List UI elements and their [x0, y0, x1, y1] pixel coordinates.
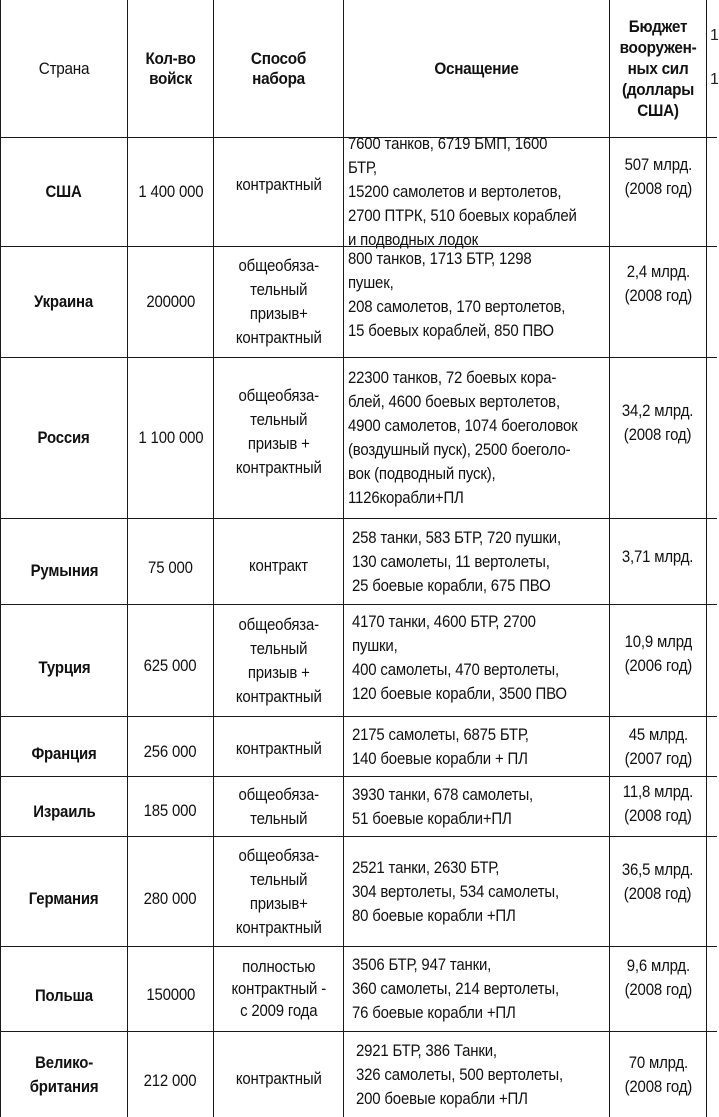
cell-country: Велико- британия: [29, 1052, 99, 1096]
cell-equipment: 4170 танки, 4600 БТР, 2700 пушки, 400 самолеты, 470 вертолеты, 120 боевые корабли, 3500 ПВО: [352, 611, 567, 703]
cell-equipment: 2521 танки, 2630 БТР, 304 вертолеты, 534 самолеты, 80 боевые корабли +ПЛ: [352, 857, 559, 925]
header-country: Страна: [38, 58, 90, 78]
cell-country: Германия: [29, 888, 99, 908]
cell-budget: 70 млрд. (2008 год): [624, 1052, 692, 1096]
cell-method: контрактный: [235, 1068, 322, 1088]
header-troops: Кол-во войск: [145, 48, 196, 88]
header-method: Способ набора: [250, 48, 307, 88]
cell-troops: 200000: [146, 292, 195, 311]
cell-method: общеобяза- тельный призыв + контрактный: [235, 614, 322, 706]
cell-method: полностью контрактный - с 2009 года: [231, 957, 326, 1020]
cell-troops: 212 000: [144, 1070, 197, 1090]
cell-country: Израиль: [32, 801, 96, 821]
cell-budget: 45 млрд. (2007 год): [624, 724, 692, 768]
cell-method: общеобяза- тельный призыв+ контрактный: [235, 256, 322, 347]
cell-troops: 1 400 000: [138, 182, 203, 201]
cell-troops: 75 000: [148, 557, 193, 577]
cell-budget: 34,2 млрд. (2008 год): [622, 401, 694, 444]
cell-method: контрактный: [235, 738, 322, 758]
cell-country: Турция: [38, 657, 90, 677]
cell-equipment: 3506 БТР, 947 танки, 360 самолеты, 214 вертолеты, 76 боевые корабли +ПЛ: [352, 955, 559, 1022]
cell-method: общеобяза- тельный призыв + контрактный: [235, 386, 322, 477]
cell-equipment: 800 танков, 1713 БТР, 1298 пушек, 208 самолетов, 170 вертолетов, 15 боевых кораблей, 850 ПВО: [348, 249, 566, 340]
cell-method: контракт: [249, 555, 308, 575]
cell-method: общеобяза- тельный призыв+ контрактный: [235, 845, 322, 937]
cell-troops: 280 000: [144, 888, 197, 908]
clipped-column-text: 1 1: [710, 27, 719, 88]
cell-equipment: 2175 самолеты, 6875 БТР, 140 боевые корабли + ПЛ: [352, 724, 529, 768]
cell-troops: 625 000: [144, 655, 197, 675]
header-budget: Бюджет вооружен- ных сил (доллары США): [619, 17, 697, 120]
cell-equipment: 2921 БТР, 386 Танки, 326 самолеты, 500 вертолеты, 200 боевые корабли +ПЛ: [356, 1040, 563, 1108]
cell-equipment: 7600 танков, 6719 БМП, 1600 БТР, 15200 самолетов и вертолетов, 2700 ПТРК, 510 боевых кораблей и подводных лодок: [348, 134, 577, 249]
column-divider: [343, 0, 344, 1117]
cell-budget: 11,8 млрд. (2008 год): [622, 781, 694, 825]
cell-troops: 1 100 000: [138, 428, 203, 447]
cell-budget: 507 млрд. (2008 год): [624, 155, 692, 198]
cell-troops: 256 000: [144, 741, 197, 761]
header-equipment: Оснащение: [434, 58, 519, 78]
cell-budget: 2,4 млрд. (2008 год): [624, 262, 692, 305]
cell-method: общеобяза- тельный: [238, 784, 319, 828]
cell-country: Украина: [34, 292, 94, 311]
cell-method: контрактный: [235, 175, 322, 194]
cell-troops: 185 000: [144, 800, 197, 820]
cell-country: Россия: [37, 428, 91, 447]
cell-budget: 10,9 млрд (2006 год): [624, 631, 692, 675]
cell-country: Франция: [31, 743, 97, 763]
cell-equipment: 22300 танков, 72 боевых кора- блей, 4600 боевых вертолетов, 4900 самолетов, 1074 боеголовок (воздушный пуск), 2500 боеголо- вок (подводный пуск), 1126корабли+ПЛ: [348, 368, 578, 507]
column-divider: [706, 0, 707, 1117]
cell-budget: 3,71 млрд.: [622, 546, 694, 566]
cell-country: США: [45, 182, 83, 201]
cell-country: Польша: [35, 986, 93, 1005]
cell-equipment: 258 танки, 583 БТР, 720 пушки, 130 самолеты, 11 вертолеты, 25 боевые корабли, 675 ПВО: [352, 527, 561, 595]
cell-equipment: 3930 танки, 678 самолеты, 51 боевые корабли+ПЛ: [352, 784, 534, 828]
cell-budget: 36,5 млрд. (2008 год): [622, 859, 694, 903]
cell-troops: 150000: [146, 985, 195, 1004]
cell-country: Румыния: [30, 560, 98, 580]
cell-budget: 9,6 млрд. (2008 год): [624, 956, 692, 999]
